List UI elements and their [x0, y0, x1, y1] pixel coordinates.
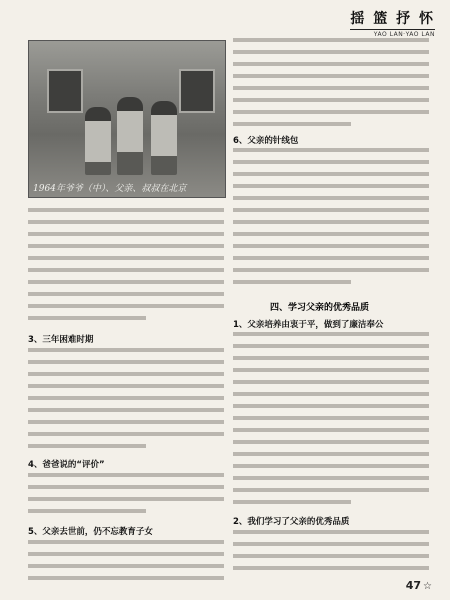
left-column-text	[28, 473, 224, 521]
left-column-text	[28, 540, 224, 588]
right-column-text	[233, 148, 429, 292]
star-icon: ☆	[423, 581, 432, 592]
section-title-en: YAO LAN·YAO LAN	[350, 29, 435, 38]
building-window	[47, 69, 83, 113]
person-figure	[117, 97, 143, 175]
building-window	[179, 69, 215, 113]
page-number-value: 47	[405, 579, 422, 592]
family-photo	[28, 40, 226, 198]
heading-hard-times: 3、三年困难时期	[28, 335, 94, 345]
page-number	[406, 579, 432, 592]
heading-sewing-kit: 6、父亲的针线包	[233, 136, 299, 146]
magazine-header	[350, 8, 435, 38]
heading-evaluation: 4、爸爸说的“评价”	[28, 460, 105, 470]
right-column-text	[233, 38, 429, 134]
heading-integrity: 1、父亲培养由衷于平，做到了廉洁奉公	[233, 320, 384, 330]
heading-educating-children: 5、父亲去世前，仍不忘教育子女	[28, 527, 153, 537]
section-heading: 四、学习父亲的优秀品质	[270, 303, 370, 313]
left-column-text	[28, 208, 224, 328]
section-title-cn: 揺 篮 抒 怀	[350, 11, 435, 27]
left-column-text	[28, 348, 224, 456]
right-column-text	[233, 332, 429, 512]
heading-learning-qualities: 2、我们学习了父亲的优秀品质	[233, 517, 350, 527]
person-figure	[151, 101, 177, 175]
person-figure	[85, 107, 111, 175]
photo-caption: 1964年爷爷（中）、父亲、叔叔在北京	[33, 184, 187, 194]
right-column-text	[233, 530, 429, 578]
